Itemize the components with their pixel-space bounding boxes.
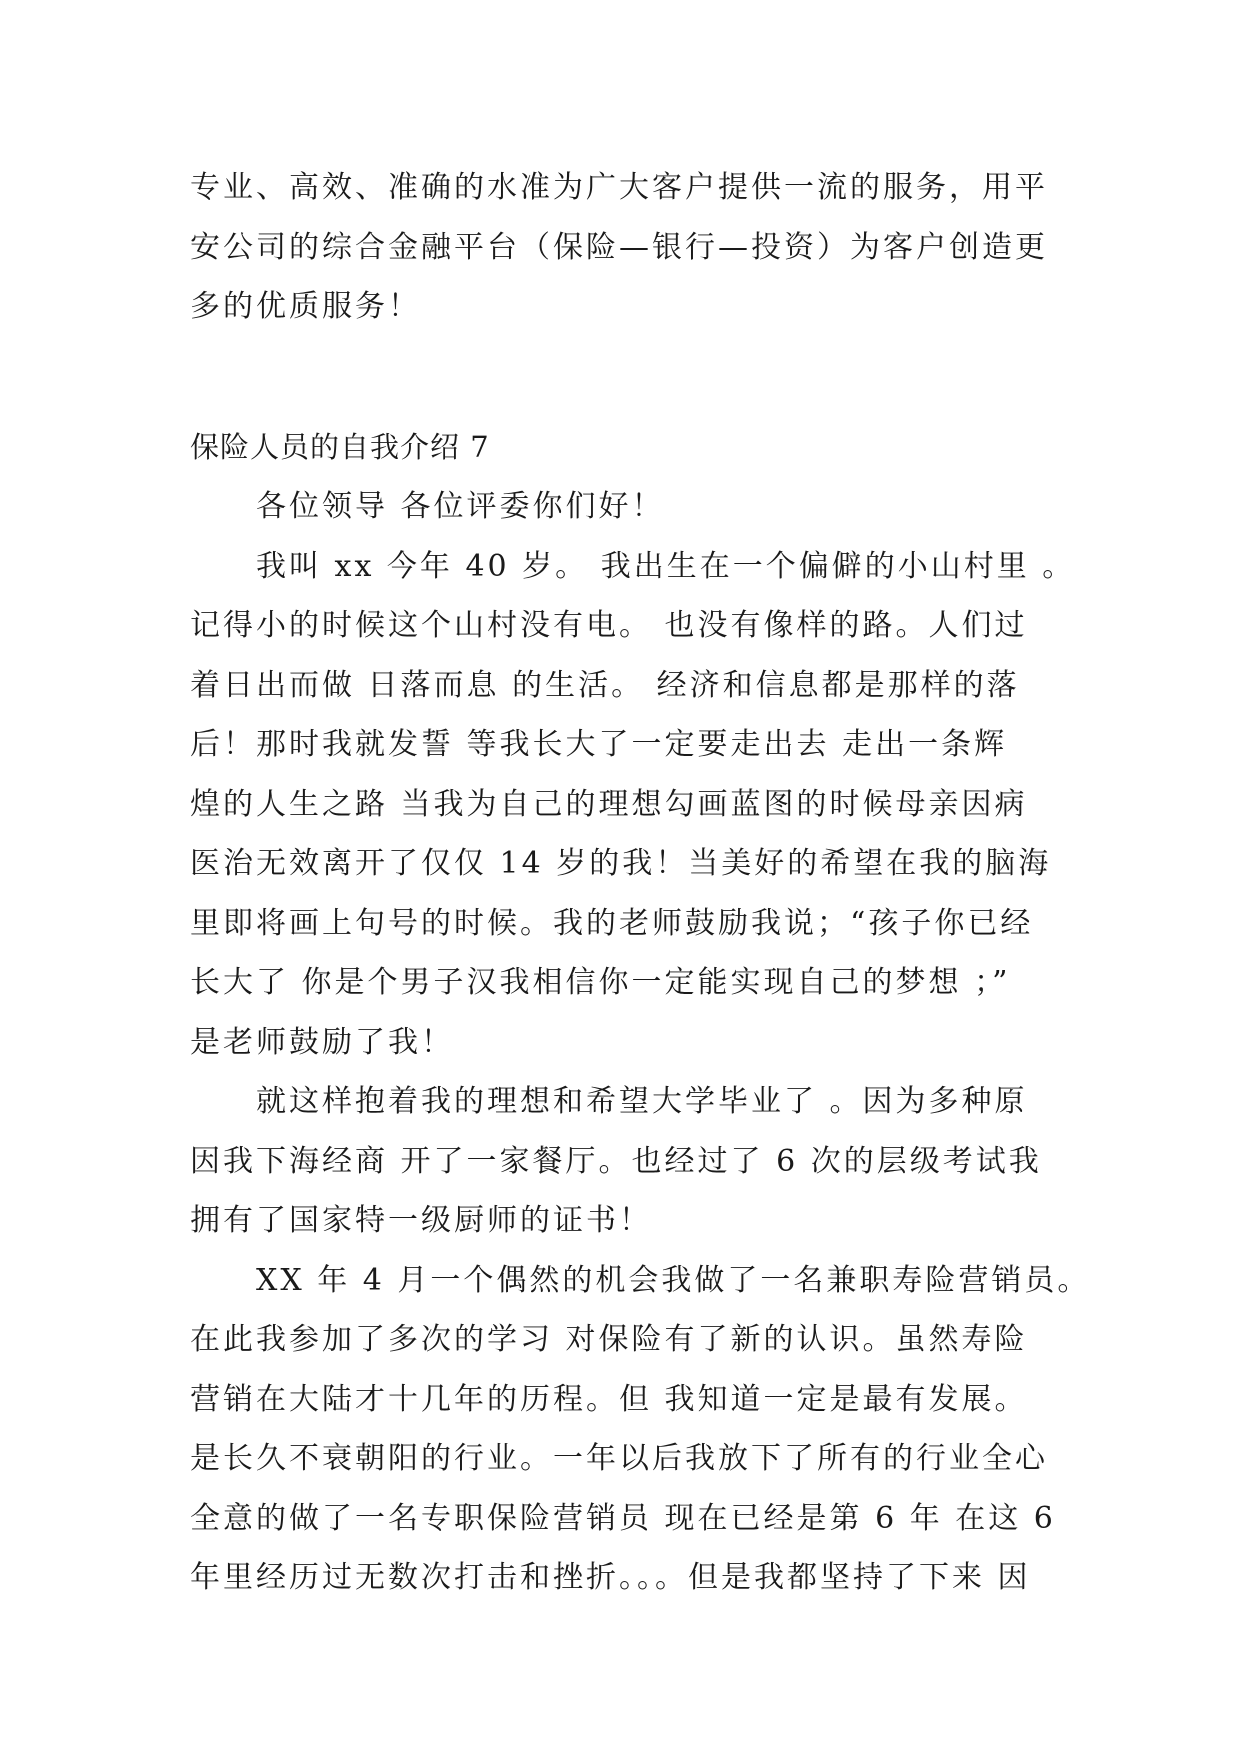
paragraph-line: 是长久不衰朝阳的行业。一年以后我放下了所有的行业全心 [190, 1441, 1048, 1476]
greeting-line: 各位领导 各位评委你们好！ [256, 489, 665, 524]
paragraph-line: 就这样抱着我的理想和希望大学毕业了 。因为多种原 [256, 1084, 1028, 1119]
paragraph-line: 煌的人生之路 当我为自己的理想勾画蓝图的时候母亲因病 [190, 786, 1028, 822]
paragraph-line: 年里经历过无数次打击和挫折。。。但是我都坚持了下来 因 [190, 1560, 1031, 1595]
paragraph-line: 专业、高效、准确的水准为广大客户提供一流的服务，用平 [190, 170, 1048, 205]
paragraph-line: 在此我参加了多次的学习 对保险有了新的认识。虽然寿险 [190, 1322, 1028, 1357]
paragraph-line: 着日出而做 日落而息 的生活。 经济和信息都是那样的落 [190, 667, 1020, 703]
paragraph-line: 我叫 xx 今年 40 岁。 我出生在一个偏僻的小山村里 。 [256, 548, 1076, 584]
paragraph-line: 全意的做了一名专职保险营销员 现在已经是第 6 年 在这 6 [190, 1500, 1056, 1536]
paragraph-line: 是老师鼓励了我！ [190, 1024, 454, 1060]
paragraph-line: XX 年 4 月一个偶然的机会我做了一名兼职寿险营销员。 [256, 1262, 1091, 1298]
paragraph-line: 拥有了国家特一级厨师的证书！ [190, 1203, 652, 1238]
paragraph-line: 医治无效离开了仅仅 14 岁的我！当美好的希望在我的脑海 [190, 846, 1052, 881]
paragraph-line: 后！那时我就发誓 等我长大了一定要走出去 走出一条辉 [190, 727, 1008, 762]
paragraph-line: 记得小的时候这个山村没有电。 也没有像样的路。人们过 [190, 608, 1028, 643]
paragraph-line: 因我下海经商 开了一家餐厅。也经过了 6 次的层级考试我 [190, 1143, 1042, 1179]
section-title: 保险人员的自我介绍 7 [190, 429, 490, 464]
paragraph-line: 多的优质服务！ [190, 289, 421, 324]
document-body [190, 158, 1091, 1608]
paragraph-line: 安公司的综合金融平台（保险—银行—投资）为客户创造更 [190, 229, 1048, 265]
section-gap [190, 337, 1050, 418]
paragraph-line: 里即将画上句号的时候。我的老师鼓励我说；“孩子你已经 [190, 905, 1034, 941]
paragraph-line: 营销在大陆才十几年的历程。但 我知道一定是最有发展。 [190, 1381, 1028, 1417]
paragraph-line: 长大了 你是个男子汉我相信你一定能实现自己的梦想 ；” [190, 965, 1011, 1000]
